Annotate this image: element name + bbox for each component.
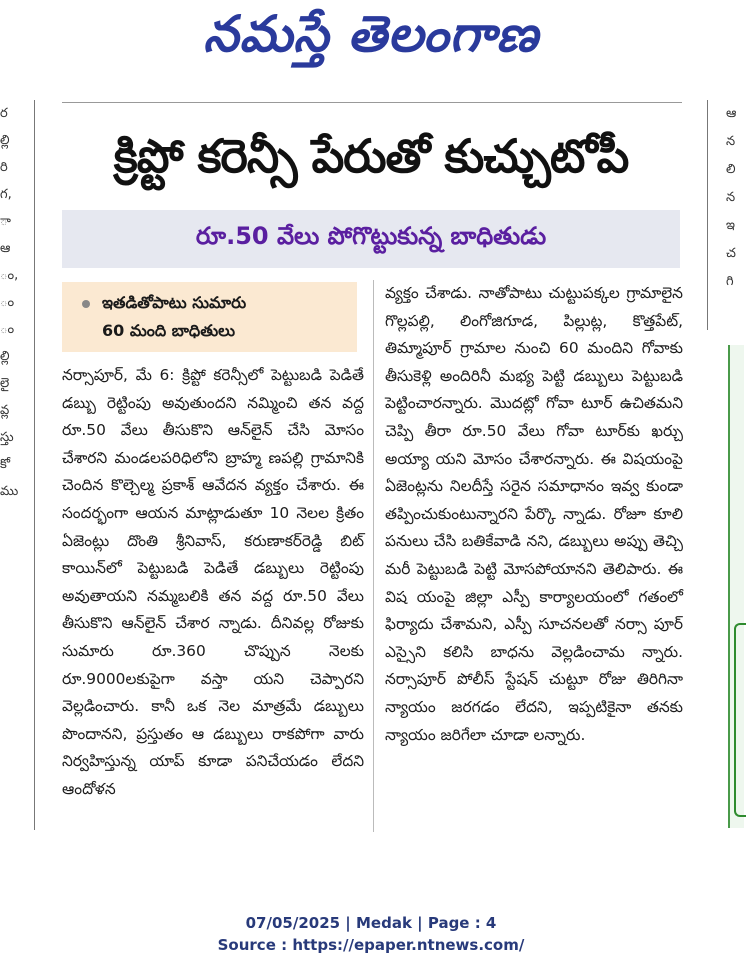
footer-source-link[interactable]: Source : https://epaper.ntnews.com/ xyxy=(217,936,525,954)
footer-date-edition: 07/05/2025 | Medak | Page : 4 xyxy=(245,914,497,932)
adjacent-right-fragment: ఇ xyxy=(726,218,735,233)
adjacent-left-fragment: కో xyxy=(0,457,11,472)
adjacent-left-fragment: ల్లి xyxy=(0,133,10,148)
adjacent-ad-strip xyxy=(728,345,744,828)
article-body-column-left xyxy=(62,362,364,832)
adjacent-left-fragment: ఆ xyxy=(0,241,11,256)
newspaper-masthead xyxy=(0,0,742,80)
article-headline: క్రిప్టో కరెన్సీ పేరుతో కుచ్చుటోపీ xyxy=(113,129,629,183)
adjacent-right-fragment: న xyxy=(726,134,736,149)
adjacent-left-fragment: స్తు xyxy=(0,430,14,445)
adjacent-left-fragment: ం, xyxy=(0,268,19,283)
adjacent-left-fragment: ము xyxy=(0,484,19,499)
highlight-line-2: 60 మంది బాధితులు xyxy=(102,321,236,340)
adjacent-right-fragment: ఆ xyxy=(726,106,737,121)
adjacent-left-fragment: ల్లి xyxy=(0,349,10,364)
article-body-column-right xyxy=(385,280,683,832)
adjacent-left-fragment: వ్ల xyxy=(0,403,10,418)
column-rule-left xyxy=(34,100,35,830)
bullet-icon xyxy=(82,300,90,308)
column-divider xyxy=(373,280,374,832)
adjacent-column-left xyxy=(0,100,19,830)
adjacent-right-fragment: చ xyxy=(726,246,736,261)
column-rule-right xyxy=(707,100,708,330)
article-subheadline-box xyxy=(62,210,680,268)
adjacent-right-fragment: లి xyxy=(726,162,736,177)
adjacent-left-fragment: ం xyxy=(0,295,15,310)
adjacent-left-fragment: రి xyxy=(0,160,8,175)
headline-top-rule xyxy=(62,102,682,103)
adjacent-right-fragment: గి xyxy=(726,274,734,289)
highlight-box xyxy=(62,282,357,352)
article-subheadline: రూ.50 వేలు పోగొట్టుకున్న బాధితుడు xyxy=(195,222,547,250)
article-body-left-text: నర్సాపూర్, మే 6: క్రిప్టో కరెన్సీలో పెట్టుబడి పెడితే డబ్బు రెట్టింపు అవుతుందని నమ్మించి తన వద్ద రూ.50 వేలు తీసుకొని ఆన్‌లైన్ చేసి మోసం చేశారని మండలపరిధిలోని బ్రాహ్మ ణపల్లి గ్రామానికి చెందిన కొల్చెల్మ ప్రకాశ్ ఆవేదన వ్యక్తం చేశారు. ఈ సందర్భంగా ఆయన మాట్లాడుతూ 10 నెలల క్రితం ఏజెంట్లు దొంతి శ్రీనివాస్, కరుణాకర్‌రెడ్డి బిట్ కాయిన్‌లో పెట్టుబడి పెడితే డబ్బులు రెట్టింపు అవుతాయని నమ్మబలికి తన వద్ద రూ.50 వేలు తీసుకొని ఆన్‌లైన్ చేశార న్నాడు. దీనివల్ల రోజుకు సుమారు రూ.360 చొప్పున నెలకు రూ.9000లకుపైగా వస్తా యని చెప్పారని వెల్లడించారు. కానీ ఒక నెల మాత్రమే డబ్బులు పొందానని, ప్రస్తుతం ఆ డబ్బులు రాకపోగా వారు నిర్వహిస్తున్న యాప్ కూడా పనిచేయడం లేదని ఆందోళన xyxy=(62,366,364,798)
adjacent-left-fragment: గ, xyxy=(0,187,12,202)
adjacent-left-fragment: ం xyxy=(0,322,15,337)
page-footer xyxy=(0,912,742,956)
adjacent-left-fragment: లై xyxy=(0,376,10,391)
highlight-line-1: ఇతడితోపాటు సుమారు xyxy=(102,293,247,312)
article-body-right-text: వ్యక్తం చేశాడు. నాతోపాటు చుట్టుపక్కల గ్రామాలైన గొల్లపల్లి, లింగోజిగూడ, పిల్లుట్ల, కొత్తపేట్, తిమ్మాపూర్ గ్రామాల నుంచి 60 మందిని గోవాకు తీసుకెళ్లి అందిరినీ మభ్య పెట్టి డబ్బులు పెట్టుబడి పెట్టించారన్నారు. మొదట్లో గోవా టూర్ ఉచితమని చెప్పి తీరా రూ.50 వేలు గోవా టూర్‌కు ఖర్చు అయ్యా యని మోసం చేశారన్నారు. ఈ విషయంపై ఏజెంట్లను నిలదీస్తే సరైన సమాధానం ఇవ్వ కుండా తప్పించుకుంటున్నారని పేర్కొ న్నాడు. రోజూ కూలి పనులు చేసి బతికేవాడి నని, డబ్బులు అప్పు తెచ్చి మరీ పెట్టుబడి పెట్టి మోసపోయానని తెలిపారు. ఈ విష యంపై జిల్లా ఎస్పీ కార్యాలయంలో గతంలో ఫిర్యాదు చేశామని, ఎస్పీ సూచనలతో నర్సా పూర్ ఎస్సైని కలిసి బాధను వెల్లడించామ న్నారు. నర్సాపూర్ పోలీస్ స్టేషన్ చుట్టూ రోజు తిరిగినా న్యాయం జరగడం లేదని, ఇప్పటికైనా తనకు న్యాయం జరిగేలా చూడా లన్నారు. xyxy=(385,284,683,744)
adjacent-right-fragment: న xyxy=(726,190,736,205)
adjacent-column-right xyxy=(716,100,742,335)
adjacent-left-fragment: ా xyxy=(0,214,11,229)
adjacent-left-fragment: ర xyxy=(0,106,8,121)
masthead-title: నమస్తే తెలంగాణ xyxy=(203,4,539,63)
